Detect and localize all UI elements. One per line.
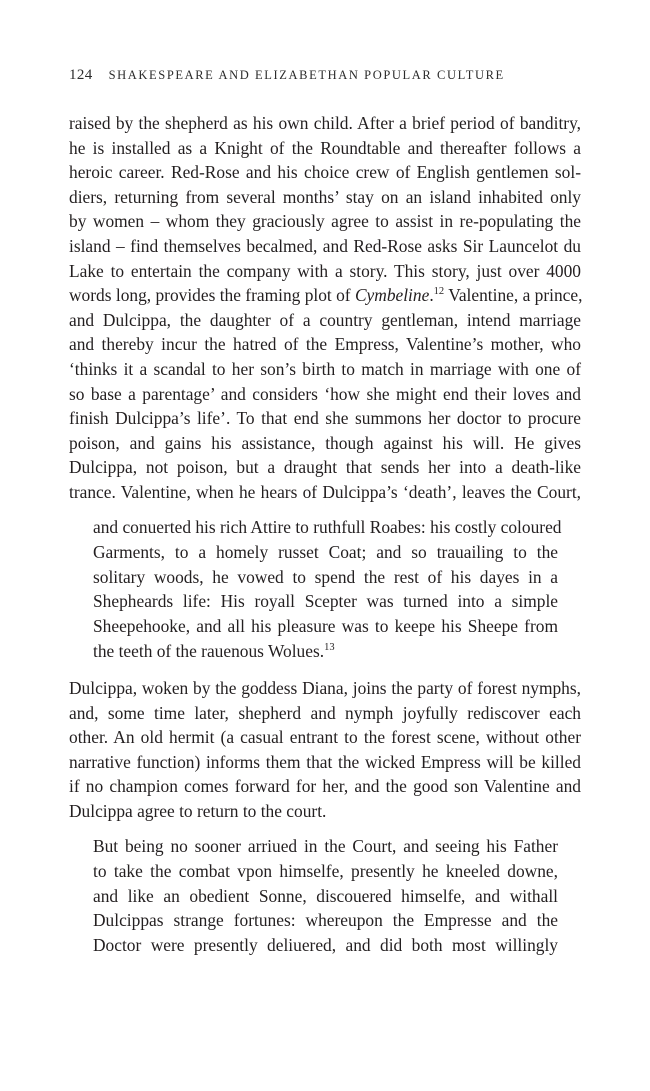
text-line: ‘thinks it a scandal to her son’s birth to match in marriage with one of xyxy=(69,359,581,379)
footnote-ref: 12 xyxy=(433,286,445,298)
text-line: he is installed as a Knight of the Roundtable and thereafter follows a xyxy=(69,137,581,158)
text-line: Dulcippa agree to return to the court. xyxy=(69,801,327,821)
text-line: by women – whom they graciously agree to assist in re-populating the xyxy=(69,211,581,232)
quote-line: and conuerted his rich Attire to ruthfull Roabes: his costly coloured xyxy=(93,517,562,537)
text-line: so base a parentage’ and considers ‘how she might end their loves and xyxy=(69,383,581,404)
text-line: other. An old hermit (a casual entrant to the forest scene, without other xyxy=(69,727,581,748)
text-line: Dulcippa, not poison, but a draught that sends her into a death-like xyxy=(69,457,581,478)
running-title: SHAKESPEARE AND ELIZABETHAN POPULAR CULTURE xyxy=(108,68,505,82)
text-line: and, some time later, shepherd and nymph joyfully rediscover each xyxy=(69,702,581,723)
text-span: the teeth of the rauenous Wolues. xyxy=(93,641,325,661)
quote-line: Garments, to a homely russet Coat; and so trauailing to the xyxy=(93,541,558,562)
text-line: trance. Valentine, when he hears of Dulcippa’s ‘death’, leaves the Court, xyxy=(69,482,581,502)
text-line: island – find themselves becalmed, and Red-Rose asks Sir Launcelot du xyxy=(69,236,581,256)
text-line: heroic career. Red-Rose and his choice crew of English gentlemen sol- xyxy=(69,162,581,183)
quote-line: to take the combat vpon himselfe, presently he kneeled downe, xyxy=(93,860,558,881)
footnote-ref: 13 xyxy=(324,642,335,654)
book-title: Cymbeline xyxy=(354,285,430,306)
text-line: finish Dulcippa’s life’. To that end she summons her doctor to procure xyxy=(69,408,581,429)
text-line: narrative function) informs them that the wicked Empress will be killed xyxy=(69,751,581,772)
running-head xyxy=(69,64,505,86)
text-line: Lake to entertain the company with a story. This story, just over 4000 xyxy=(69,260,581,281)
quote-line: Dulcippas strange fortunes: whereupon the Empresse and the xyxy=(93,910,558,931)
quote-line: But being no sooner arriued in the Court, and seeing his Father xyxy=(93,836,558,856)
text-line: if no champion comes forward for her, and the good son Valentine and xyxy=(69,776,581,797)
text-span: . xyxy=(429,285,434,306)
text-span: Valentine, a prince, xyxy=(444,285,583,306)
text-line: raised by the shepherd as his own child. After a brief period of banditry, xyxy=(69,113,581,133)
quote-line xyxy=(93,639,558,663)
text-line: poison, and gains his assistance, though against his will. He gives xyxy=(69,432,581,453)
text-line: diers, returning from several months’ stay on an island inhabited only xyxy=(69,186,581,207)
text-line: and thereby incur the hatred of the Empress, Valentine’s mother, who xyxy=(69,334,581,355)
quote-line: Doctor were presently deliuered, and did both most willingly xyxy=(93,935,558,956)
text-line: Dulcippa, woken by the goddess Diana, joins the party of forest nymphs, xyxy=(69,678,581,698)
text-line xyxy=(69,283,581,307)
quote-line: and like an obedient Sonne, discouered himselfe, and withall xyxy=(93,885,558,906)
quote-line: Shepheards life: His royall Scepter was turned into a simple xyxy=(93,591,558,612)
quote-line: solitary woods, he vowed to spend the rest of his dayes in a xyxy=(93,566,558,587)
page-number: 124 xyxy=(69,67,93,83)
quote-line: Sheepehooke, and all his pleasure was to keepe his Sheepe from xyxy=(93,616,558,637)
text-line: and Dulcippa, the daughter of a country gentleman, intend marriage xyxy=(69,309,581,330)
text-span: words long, provides the framing plot of xyxy=(69,285,355,306)
